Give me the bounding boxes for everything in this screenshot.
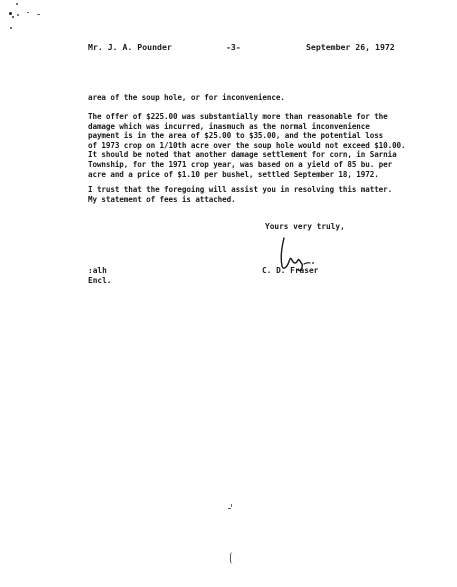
addressee: Mr. J. A. Pounder: [88, 42, 172, 52]
scan-speck: [10, 27, 12, 29]
scan-speck: [228, 508, 231, 509]
page-number: -3-: [226, 42, 241, 52]
text-line: Township, for the 1971 crop year, was based on a yield of 85 bu. per: [88, 159, 393, 169]
typist-initials: :alh: [88, 266, 107, 275]
text-line: It should be noted that another damage settlement for corn, in Sarnia: [88, 150, 397, 160]
scan-speck: [12, 16, 14, 18]
text-line: The offer of $225.00 was substantially more than reasonable for the: [88, 112, 388, 121]
signer-name: C. D. Fraser: [262, 266, 319, 275]
scan-speck: [37, 14, 40, 15]
scan-speck: [231, 504, 232, 507]
text-line: damage which was incurred, inasmuch as the normal inconvenience: [88, 121, 370, 131]
paragraph-1: [88, 93, 408, 103]
text-line: area of the soup hole, or for inconvenience.: [88, 93, 285, 102]
paragraph-3: [88, 185, 408, 204]
scan-speck: [17, 14, 19, 16]
enclosure-note: Encl.: [88, 276, 112, 285]
text-line: acre and a price of $1.10 per bushel, settled September 18, 1972.: [88, 169, 379, 179]
letter-date: September 26, 1972: [306, 42, 395, 52]
text-line: My statement of fees is attached.: [88, 194, 236, 204]
text-line: payment is in the area of $25.00 to $35.00, and the potential loss: [88, 131, 384, 141]
paragraph-2: [88, 112, 408, 179]
scan-speck: [16, 3, 18, 5]
scan-speck: [27, 12, 29, 13]
text-line: of 1973 crop on 1/10th acre over the soup hole would not exceed $10.00.: [88, 140, 406, 150]
scan-speck: [230, 552, 233, 564]
scan-speck: [9, 12, 12, 15]
text-line: I trust that the foregoing will assist you in resolving this matter.: [88, 185, 393, 194]
closing-salutation: Yours very truly,: [265, 222, 345, 231]
